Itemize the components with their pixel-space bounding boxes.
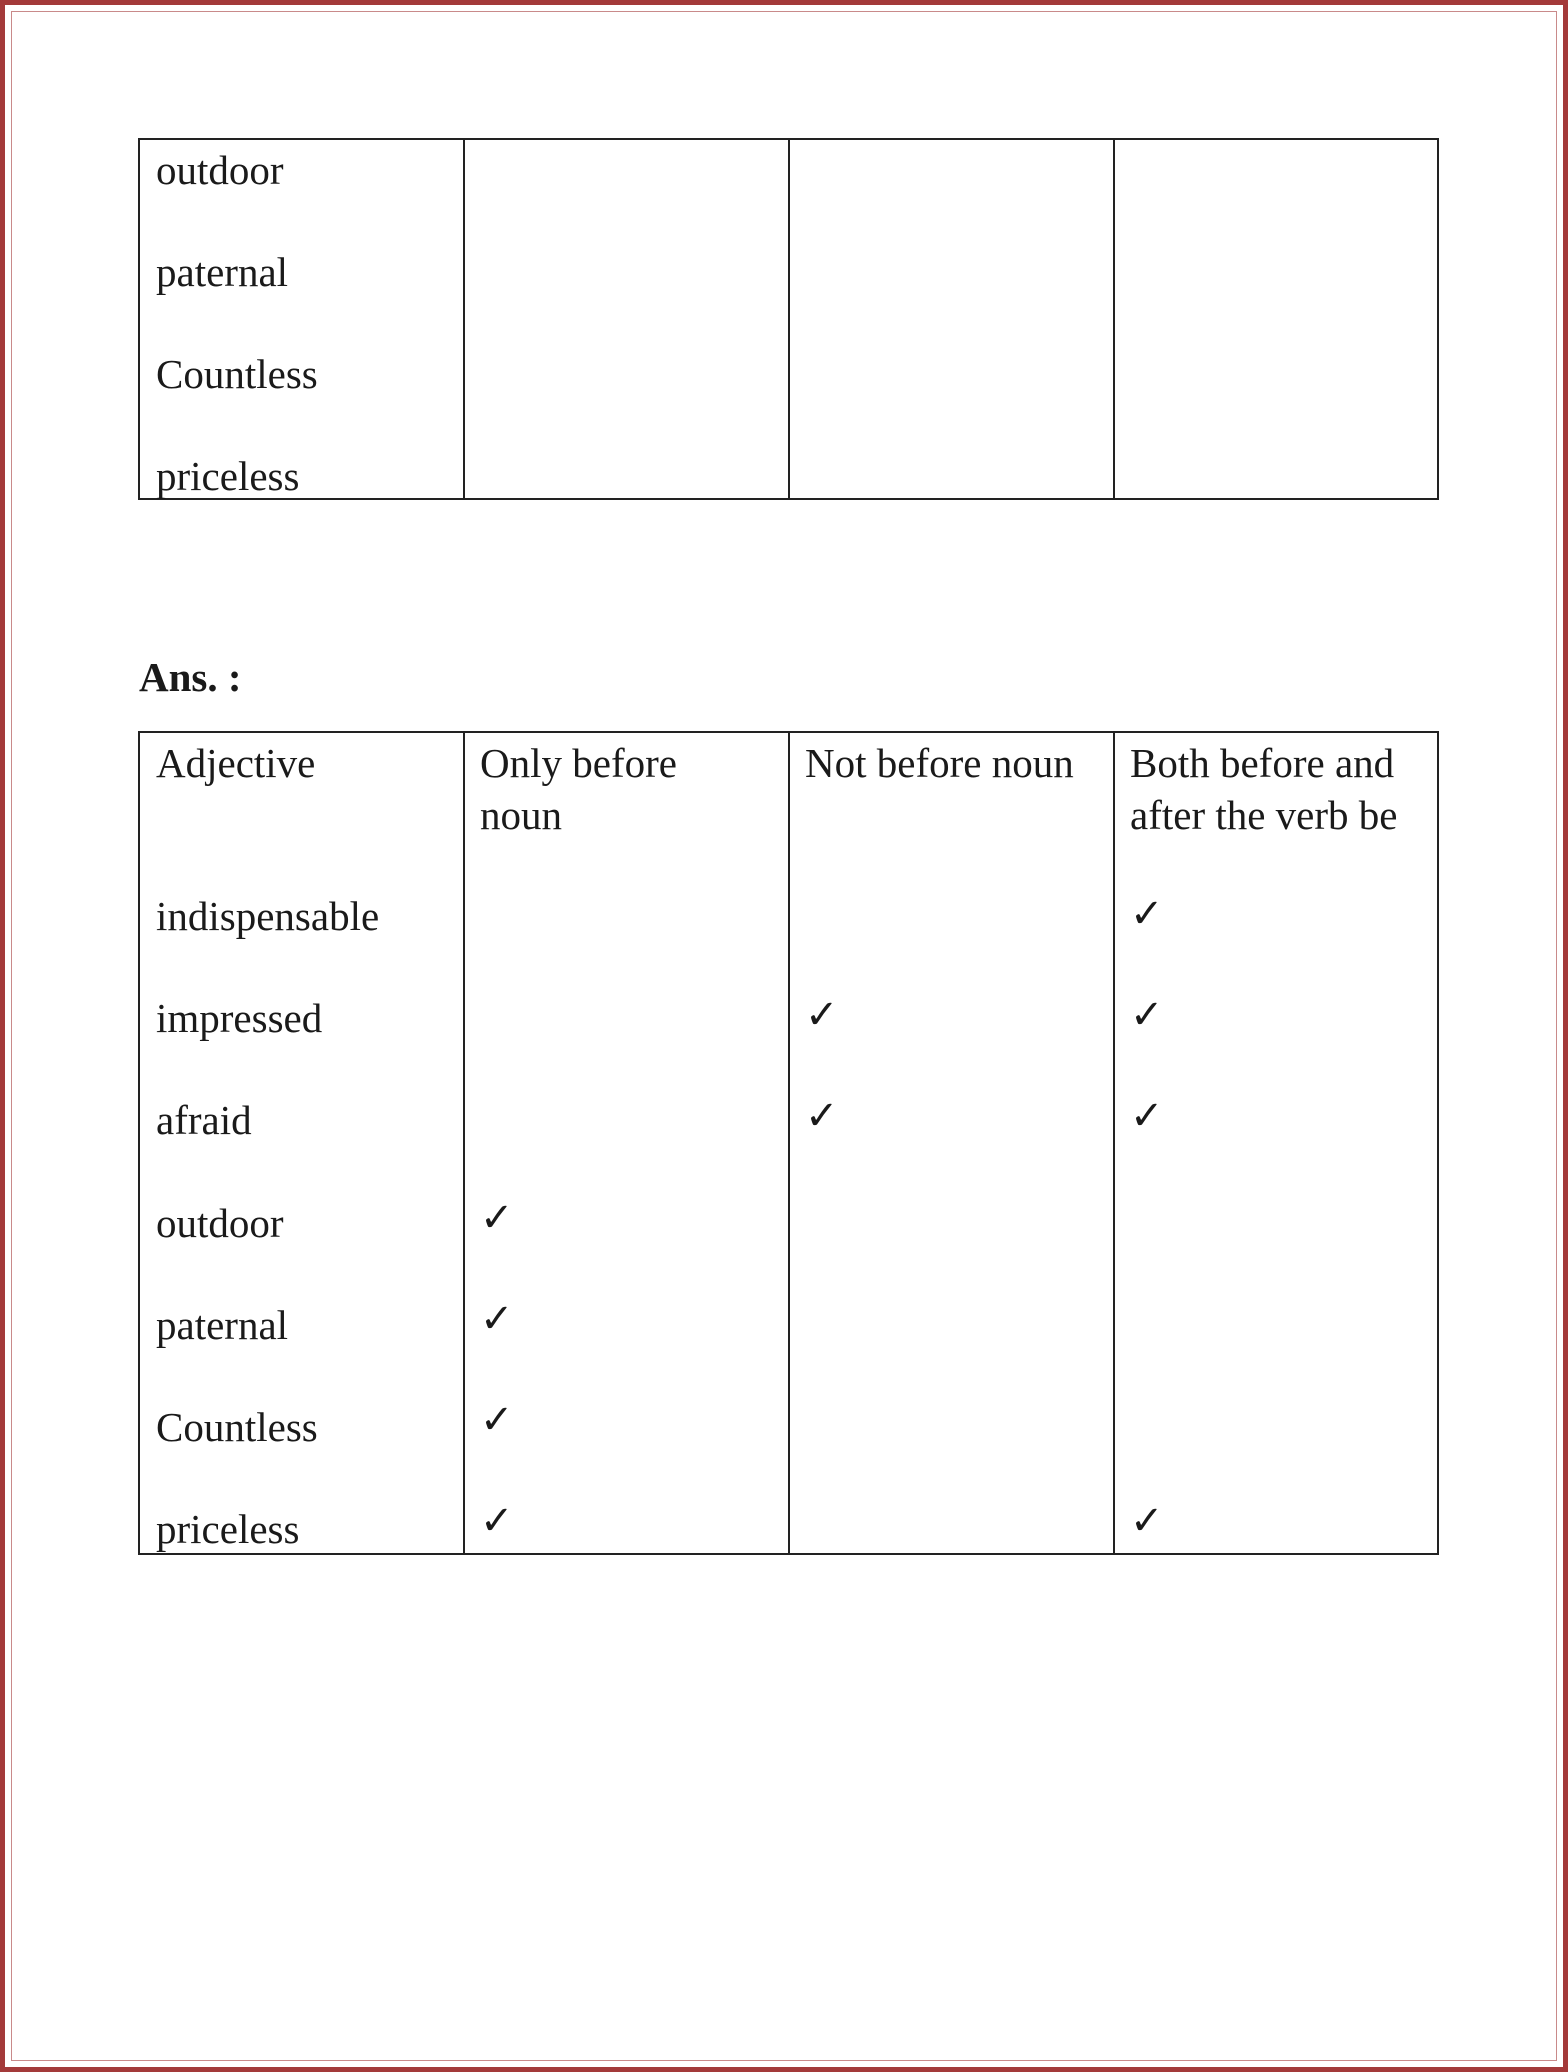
header-not-before-text: Not before noun <box>805 740 1074 786</box>
header-not-before-noun <box>805 737 1074 789</box>
question-adjective: paternal <box>156 249 289 295</box>
check-icon: ✓ <box>1130 1498 1164 1544</box>
header-line: Only before <box>480 740 677 786</box>
adjective-cell: Countless <box>156 1404 318 1450</box>
question-adjective: outdoor <box>156 147 284 193</box>
adjective-cell: outdoor <box>156 1200 284 1246</box>
adjective-cell: afraid <box>156 1097 252 1143</box>
column-divider <box>788 733 790 1553</box>
column-divider <box>1113 140 1115 498</box>
check-icon: ✓ <box>480 1195 514 1241</box>
answer-label: Ans. : <box>139 654 242 700</box>
check-icon: ✓ <box>805 992 839 1038</box>
adjective-cell: indispensable <box>156 893 380 939</box>
adjective-cell: impressed <box>156 995 323 1041</box>
question-table <box>138 138 1439 500</box>
check-icon: ✓ <box>480 1296 514 1342</box>
question-adjective: priceless <box>156 453 300 499</box>
column-divider <box>1113 733 1115 1553</box>
header-adjective <box>156 737 315 789</box>
header-line: after the verb be <box>1130 792 1398 838</box>
column-divider <box>463 140 465 498</box>
header-adjective-text: Adjective <box>156 740 316 786</box>
check-icon: ✓ <box>1130 992 1164 1038</box>
question-adjective: Countless <box>156 351 318 397</box>
adjective-cell: paternal <box>156 1302 289 1348</box>
header-only-before-noun <box>480 737 677 841</box>
answer-table <box>138 731 1439 1555</box>
column-divider <box>463 733 465 1553</box>
check-icon: ✓ <box>805 1093 839 1139</box>
check-icon: ✓ <box>1130 1093 1164 1139</box>
header-both-before-and-after <box>1130 737 1397 841</box>
adjective-cell: priceless <box>156 1506 300 1552</box>
check-icon: ✓ <box>1130 891 1164 937</box>
header-line: Both before and <box>1130 740 1395 786</box>
column-divider <box>788 140 790 498</box>
check-icon: ✓ <box>480 1397 514 1443</box>
check-icon: ✓ <box>480 1498 514 1544</box>
header-line: noun <box>480 792 562 838</box>
